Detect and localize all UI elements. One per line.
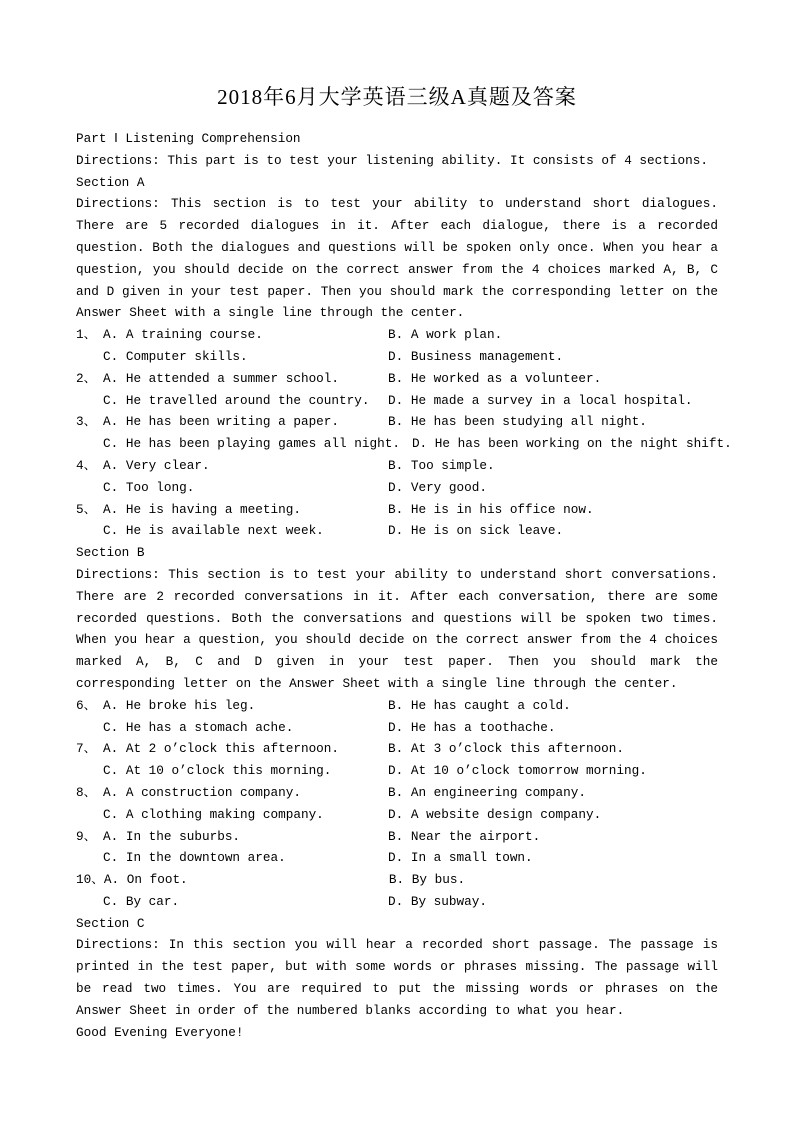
question-4-line-cd [76,477,718,499]
question-9-line-cd [76,847,718,869]
option-b: B. He worked as a volunteer. [388,370,602,386]
question-10 [76,869,718,913]
option-a: A. He is having a meeting. [103,501,301,517]
option-c: C. By car. [103,893,180,909]
question-number: 6、 [76,697,97,713]
option-d: D. He has been working on the night shift. [411,436,732,452]
option-d: D. He is on sick leave. [388,523,564,539]
question-5-line-cd [76,520,718,542]
option-b: B. Near the airport. [388,828,541,844]
option-d: D. By subway. [388,893,487,909]
question-6 [76,695,718,739]
option-c: C. Computer skills. [103,348,248,364]
option-a: A. A construction company. [103,784,301,800]
question-8-line-cd [76,804,718,826]
question-3 [76,411,732,455]
option-a: A. At 2 o’clock this afternoon. [103,741,340,757]
question-8 [76,782,718,826]
question-number: 2、 [76,370,97,386]
question-number: 8、 [76,784,97,800]
option-c: C. He is available next week. [103,523,324,539]
question-2-line-cd [76,390,718,412]
option-b: B. Too simple. [388,457,495,473]
question-indent [76,433,103,455]
part-heading: Part Ⅰ Listening Comprehension [76,131,301,146]
question-number: 4、 [76,457,97,473]
option-c: C. He has a stomach ache. [103,719,294,735]
question-indent [76,760,103,782]
question-indent [76,520,103,542]
question-4-line-ab [76,455,718,477]
question-number: 1、 [76,327,97,343]
question-1-line-cd [76,346,718,368]
question-5-line-ab [76,499,718,521]
question-2 [76,368,718,412]
option-c: C. He travelled around the country. [103,392,370,408]
question-number: 7、 [76,741,97,757]
question-indent [76,804,103,826]
option-b: B. At 3 o’clock this afternoon. [388,741,625,757]
question-6-line-ab [76,695,718,717]
question-1-line-ab [76,324,718,346]
question-10-line-ab [76,869,718,891]
question-number: 5、 [76,501,97,517]
option-a: A. Very clear. [103,457,210,473]
question-3-line-ab [76,411,718,433]
closing-line: Good Evening Everyone! [76,1024,244,1040]
option-c: C. In the downtown area. [103,850,286,866]
option-a: A. He broke his leg. [103,697,256,713]
option-b: B. An engineering company. [388,784,586,800]
section-a-heading: Section A [76,174,145,190]
option-c: C. Too long. [103,479,195,495]
document-body [76,128,732,1043]
option-b: B. He is in his office now. [388,501,594,517]
question-7 [76,738,718,782]
option-b: B. He has caught a cold. [388,697,571,713]
option-a: A. In the suburbs. [103,828,241,844]
question-5 [76,499,718,543]
option-c: C. At 10 o’clock this morning. [103,763,332,779]
question-number: 10、 [76,872,104,888]
option-d: D. Very good. [388,479,487,495]
question-indent [76,390,103,412]
question-9-line-ab [76,826,718,848]
page-title: 2018年6月大学英语三级A真题及答案 [217,85,577,109]
option-b: B. He has been studying all night. [388,414,647,430]
option-c: C. He has been playing games all night. [103,436,400,452]
option-a: A. A training course. [103,327,263,343]
option-d: D. In a small town. [388,850,533,866]
question-indent [76,891,103,913]
option-b: B. By bus. [388,872,466,888]
question-1 [76,324,718,368]
question-number: 9、 [76,828,97,844]
section-c-directions: Directions: In this section you will hear a recorded short passage. The passage is printed in the test paper, but with some words or phrases missing. The passage will be read two times. You are required to put the missing words or phrases on the Answer Sheet in order of the numbered blanks according to what you hear. [76,937,718,1018]
question-3-line-cd [76,433,732,455]
question-indent [76,847,103,869]
option-d: D. At 10 o’clock tomorrow morning. [388,763,647,779]
option-d: D. He made a survey in a local hospital. [388,392,693,408]
section-b-directions: Directions: This section is to test your ability to understand short conversations. There are 2 recorded conversations in it. After each conversation, there are some recorded questions. Both the conversations and questions will be spoken two times. When you hear a question, you should decide on the correct answer from the 4 choices marked A, B, C and D given in your test paper. Then you should mark the corresponding letter on the Answer Sheet with a single line through the center. [76,566,718,691]
question-indent [76,477,103,499]
question-9 [76,826,718,870]
option-d: D. A website design company. [388,806,602,822]
section-a-directions: Directions: This section is to test your ability to understand short dialogues. There are 5 recorded dialogues in it. After each dialogue, there is a recorded question. Both the dialogues and questions will be spoken only once. When you hear a question, you should decide on the correct answer from the 4 choices marked A, B, C and D given in your test paper. Then you should mark the corresponding letter on the Answer Sheet with a single line through the center. [76,196,718,321]
question-8-line-ab [76,782,718,804]
option-a: A. He attended a summer school. [103,370,340,386]
option-a: A. On foot. [103,872,188,888]
question-2-line-ab [76,368,718,390]
option-a: A. He has been writing a paper. [103,414,340,430]
part-directions: Directions: This part is to test your listening ability. It consists of 4 sections. [76,152,708,168]
option-c: C. A clothing making company. [103,806,324,822]
question-6-line-cd [76,717,718,739]
question-7-line-ab [76,738,718,760]
option-d: D. He has a toothache. [388,719,556,735]
section-c-heading: Section C [76,915,145,931]
question-7-line-cd [76,760,718,782]
question-10-line-cd [76,891,718,913]
section-b-heading: Section B [76,545,145,561]
option-d: D. Business management. [388,348,564,364]
question-number: 3、 [76,414,97,430]
question-indent [76,346,103,368]
option-b: B. A work plan. [388,327,503,343]
question-indent [76,717,103,739]
question-4 [76,455,718,499]
